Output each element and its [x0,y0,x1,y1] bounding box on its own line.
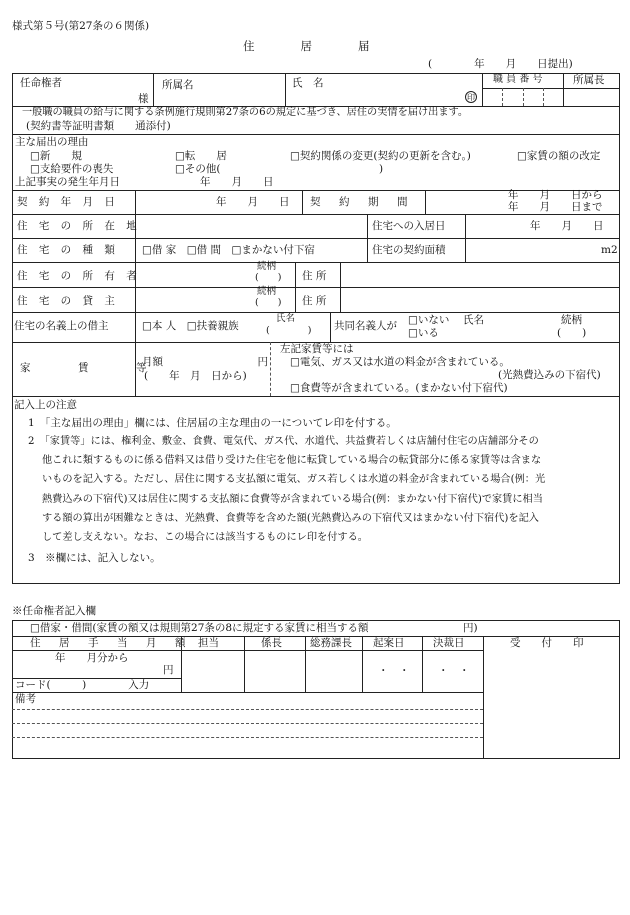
tanto-label: 担当 [198,637,219,649]
borrower-name-label: 氏名 [276,313,296,324]
reason-rent-checkbox[interactable]: □家賃の額の改定 [517,150,601,162]
monthly-rent-field[interactable]: 月額 円 [142,356,268,368]
chief-label: 所属長 [573,74,605,86]
joint-borrower-label: 共同名義人が [334,320,397,332]
movein-date-field[interactable]: 年 月 日 [530,220,604,232]
somu-label: 総務課長 [310,637,352,649]
allowance-label: 住 居 手 当 月 額 [30,637,190,649]
included-label: 左記家賃等には [280,343,354,355]
note-2-line2: 他これに類するものに係る借料又は借り受けた住宅を他に転貸している場合の転貸部分に係る家賃等は含まな [42,455,542,466]
uketsuke-label: 受 付 印 [510,637,584,649]
lender-address-label: 住 所 [302,295,327,307]
include-utilities-checkbox[interactable]: □電気、ガス又は水道の料金が含まれている。 [290,356,510,368]
name-label: 氏 名 [292,77,324,89]
borrower-label: 住宅の名義上の借主 [14,320,109,332]
reason-new-checkbox[interactable]: □新 規 [30,150,82,162]
joint-relation-field[interactable]: ( ) [557,327,587,339]
utilities-note: (光熱費込みの下宿代) [498,369,601,381]
note-1: 1 「主な届出の理由」欄には、住居届の主な理由の一についてレ印を付する。 [28,417,397,429]
joint-relation-label: 続柄 [561,314,582,326]
staff-number-field[interactable] [482,88,563,106]
attachment-note: (契約書等証明書類 通添付) [26,120,171,132]
lender-relation-field[interactable]: ( ) [255,297,282,308]
owner-relation-label: 続柄 [257,261,277,272]
rent-label: 家 賃 等 [20,362,151,374]
include-food-checkbox[interactable]: □食費等が含まれている。(まかない付下宿代) [290,382,508,394]
lease-checkbox[interactable]: □借家・借間(家賃の額又は規則第27条の8に規定する家賃に相当する額 円) [30,622,478,634]
reason-other-close: ) [379,163,384,175]
note-2-line5: する額の算出が困難なときは、光熱費、食費等を含めた額(光熱費込みの下宿代又はまかない付下宿代)を記入 [42,513,539,524]
note-3: 3 ※欄には、記入しない。 [28,552,161,564]
note-2-line3: いものを記入する。ただし、居住に関する支払額に電気、ガス若しくは水道の料金が含まれている場合(例：光 [42,474,546,485]
intro-text: 一般職の職員の給与に関する条例施行規則第27条の6の規定に基づき、居住の実情を届け出ます。 [22,107,469,118]
joint-exists-checkbox[interactable]: □いる [408,327,439,339]
appointer-section-title: ※任命権者記入欄 [12,605,96,617]
borrower-options[interactable]: □本 人 □扶養親族 [142,320,239,332]
movein-label: 住宅への入居日 [372,220,446,232]
housing-type-label: 住 宅 の 種 類 [17,244,119,256]
dept-label: 所属名 [162,79,194,91]
joint-none-checkbox[interactable]: □いない [408,314,450,326]
period-from-field[interactable]: 年 月 日から [508,189,603,201]
owner-label: 住 宅 の 所 有 者 [17,270,141,282]
joint-name-label: 氏名 [463,314,484,326]
form-number: 様式第５号(第27条の６関係) [12,20,150,32]
reason-label: 主な届出の理由 [15,136,89,148]
notes-title: 記入上の注意 [14,399,77,411]
allowance-yen: 円 [163,664,174,676]
borrower-name-field[interactable]: ( ) [266,325,312,336]
contract-area-label: 住宅の契約面積 [372,244,446,256]
contract-period-label: 契 約 期 間 [310,196,412,208]
biko-field[interactable] [12,693,483,759]
contract-date-field[interactable]: 年 月 日 [216,196,290,208]
occurrence-date[interactable]: 年 月 日 [200,176,274,188]
address-label: 住 宅 の 所 在 地 [17,220,141,232]
area-unit: m2 [601,244,618,256]
seal-mark: 印 [467,93,475,102]
note-2-line1: 2 「家賃等」には、権利金、敷金、食費、電気代、ガス代、水道代、共益費若しくは店舗付住宅の店舗部分その [28,436,539,447]
kessai-label: 決裁日 [433,637,465,649]
lender-relation-label: 続柄 [257,286,277,297]
reason-contract-checkbox[interactable]: □契約関係の変更(契約の更新を含む。) [290,150,471,162]
reason-other-checkbox[interactable]: □その他( [175,163,221,175]
housing-type-options[interactable]: □借 家 □借 間 □まかない付下宿 [142,244,315,256]
owner-address-label: 住 所 [302,270,327,282]
reason-move-checkbox[interactable]: □転 居 [175,150,227,162]
staff-number-label: 職 員 番 号 [493,74,543,85]
biko-label: 備考 [15,693,36,705]
occurrence-label: 上記事実の発生年月日 [15,176,120,188]
lender-label: 住 宅 の 貸 主 [17,295,119,307]
contract-date-label: 契 約 年 月 日 [17,196,119,208]
kakaricho-label: 係長 [261,637,282,649]
sama-label: 様 [138,93,149,105]
allowance-from-field[interactable]: 年 月分から [55,652,129,664]
note-2-line6: して差し支えない。なお、この場合には該当するものにレ印を付する。 [42,532,368,543]
submission-date[interactable]: ( 年 月 日提出) [428,58,573,70]
kessai-date-field[interactable]: ・ ・ [438,665,470,677]
code-input-field[interactable]: コード( ) 入力 [15,679,150,691]
period-to-field[interactable]: 年 月 日まで [508,201,603,213]
page-title: 住 居 届 [243,39,370,53]
kian-date-field[interactable]: ・ ・ [378,665,410,677]
owner-relation-field[interactable]: ( ) [255,272,282,283]
kian-label: 起案日 [373,637,405,649]
appointer-label: 任命権者 [20,77,62,89]
note-2-line4: 熱費込みの下宿代)又は居住に関する支払額に食費等が含まれている場合(例：まかない付下宿代)で家賃に相当 [42,494,543,505]
reason-loss-checkbox[interactable]: □支給要件の喪失 [30,163,114,175]
monthly-from-field[interactable]: ( 年 月 日から) [144,370,247,382]
